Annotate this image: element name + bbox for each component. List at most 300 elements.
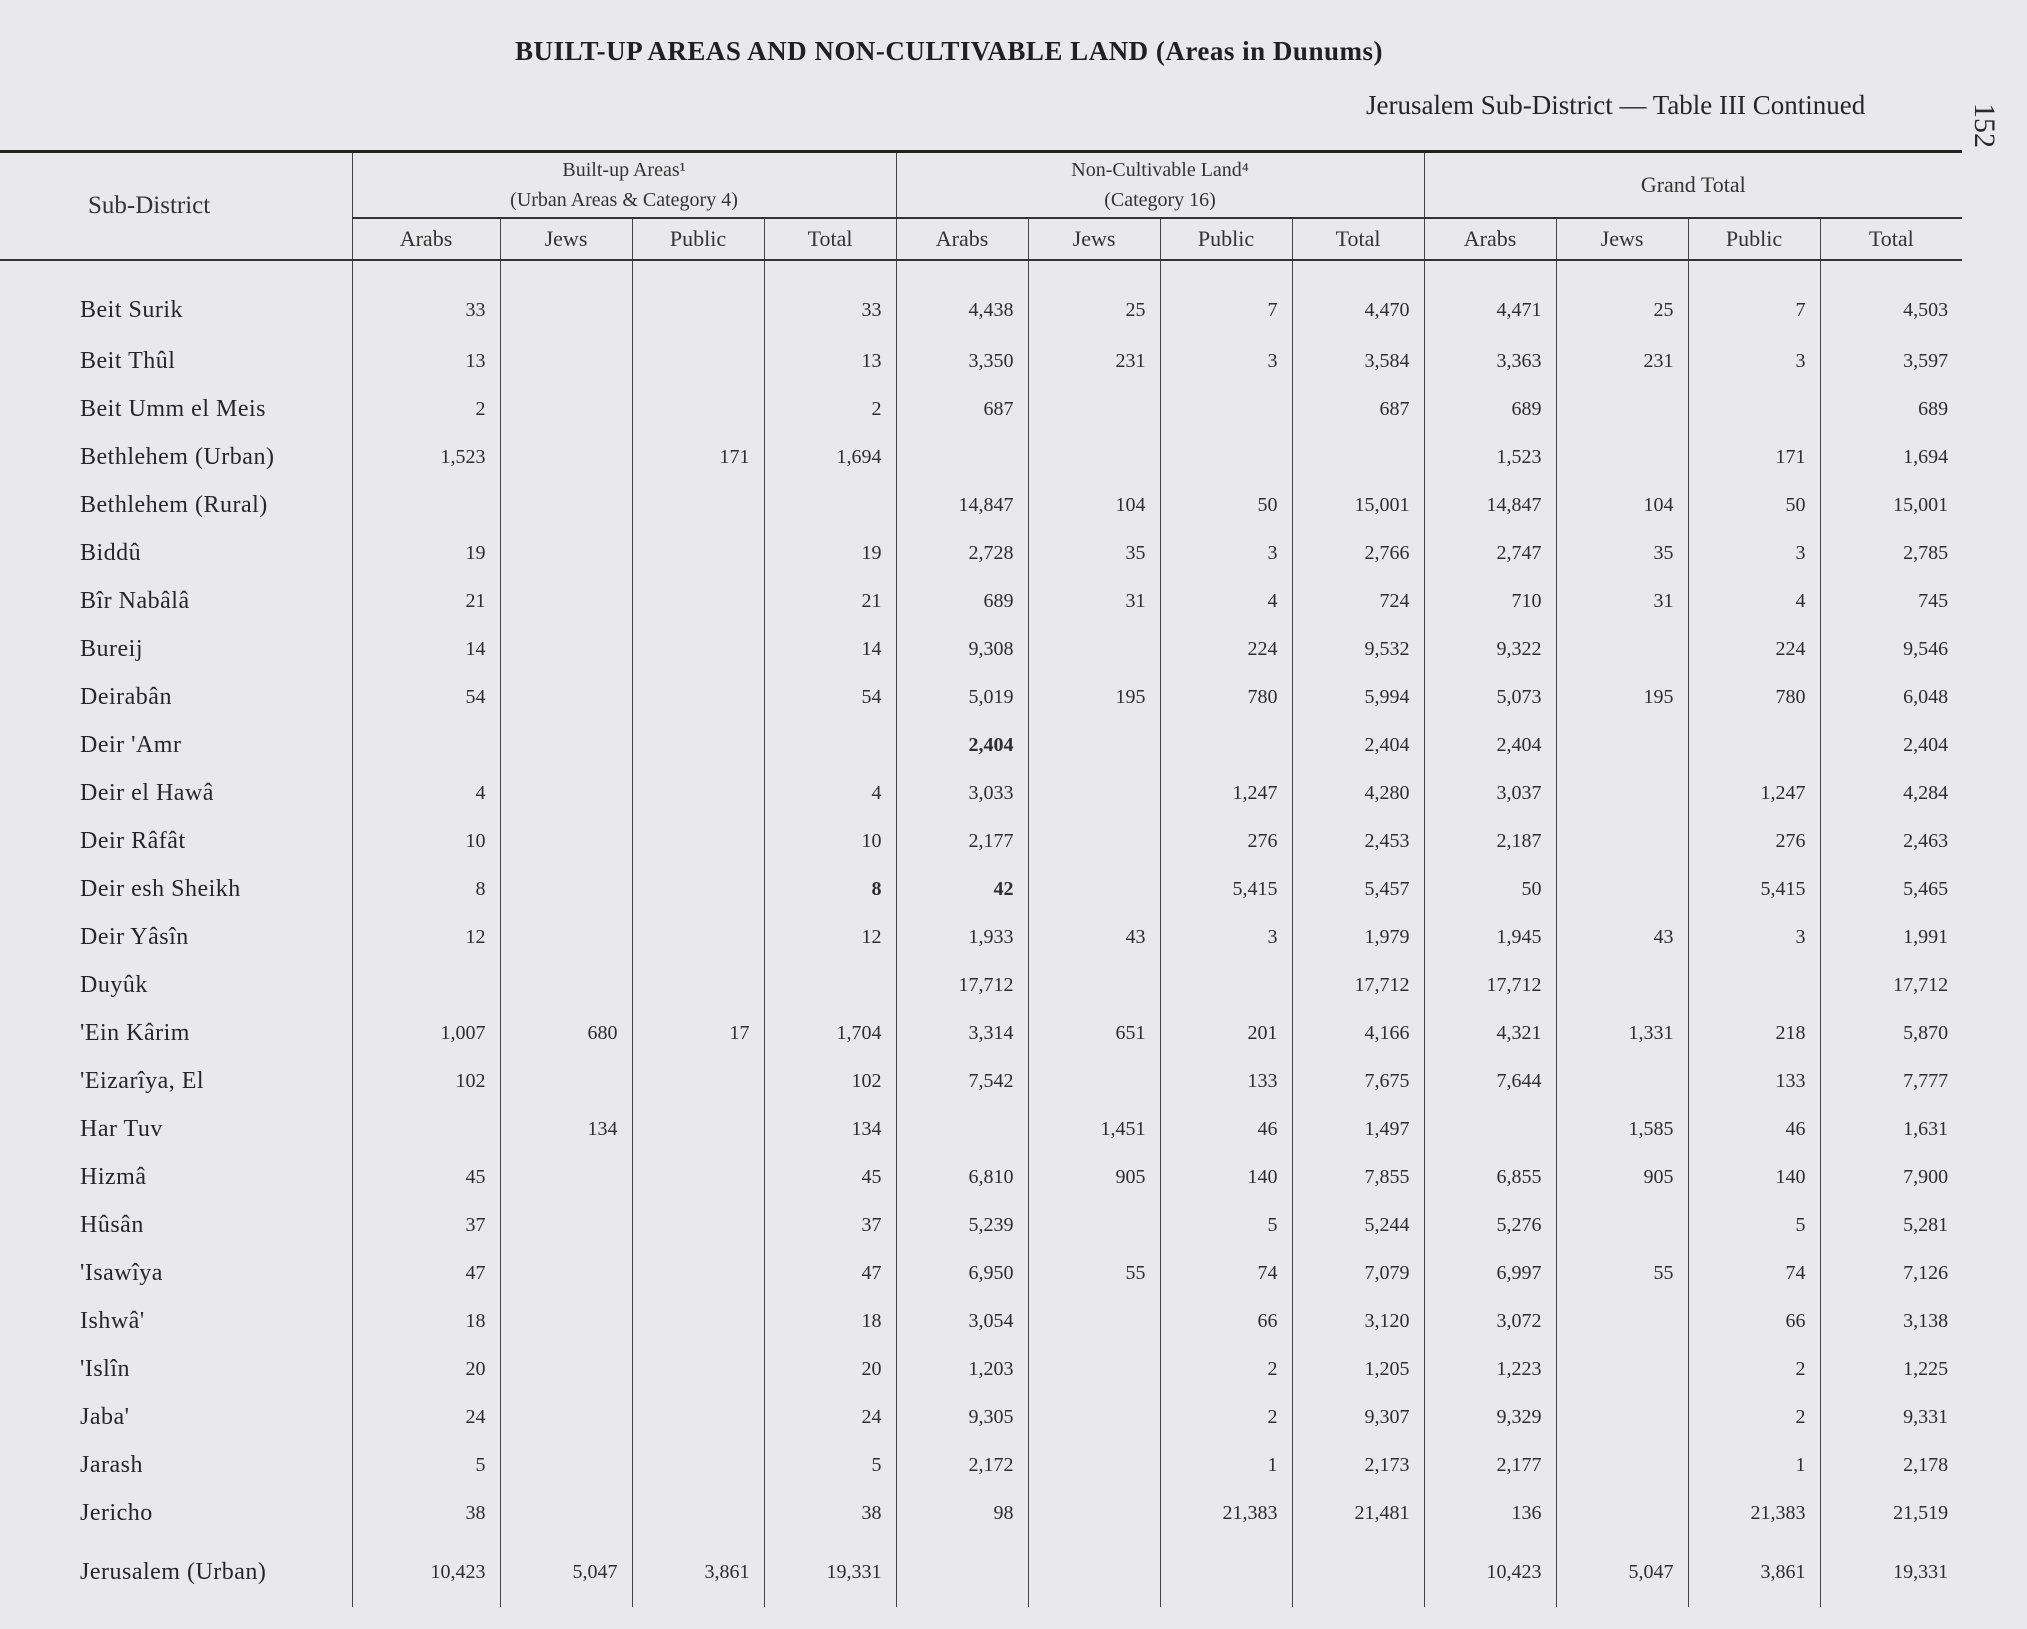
- table-cell: 4: [1688, 577, 1820, 625]
- table-cell: 24: [764, 1393, 896, 1441]
- table-row: [0, 529, 1962, 577]
- table-cell: 38: [764, 1489, 896, 1537]
- header-row-groups: [0, 152, 1962, 219]
- table-cell: 6,997: [1424, 1249, 1556, 1297]
- table-row: [0, 1105, 1962, 1153]
- table-cell: 9,546: [1820, 625, 1962, 673]
- table-cell: 33: [352, 260, 500, 337]
- table-cell: [500, 1345, 632, 1393]
- header-builtup-line1: Built-up Areas¹: [562, 159, 686, 181]
- table-cell: 2,728: [896, 529, 1028, 577]
- data-table: [0, 150, 1962, 1607]
- table-cell: 2: [1688, 1393, 1820, 1441]
- table-cell: [500, 673, 632, 721]
- table-cell: 33: [764, 260, 896, 337]
- table-cell: 7,079: [1292, 1249, 1424, 1297]
- table-cell: 98: [896, 1489, 1028, 1537]
- table-cell: [1028, 1297, 1160, 1345]
- table-cell: 3,037: [1424, 769, 1556, 817]
- table-row: [0, 577, 1962, 625]
- table-cell: 2,785: [1820, 529, 1962, 577]
- table-row: [0, 1249, 1962, 1297]
- table-cell: 15,001: [1292, 481, 1424, 529]
- table-cell: 1,585: [1556, 1105, 1688, 1153]
- table-cell: 3,584: [1292, 337, 1424, 385]
- header-builtup-areas: [352, 152, 896, 219]
- table-cell: 50: [1424, 865, 1556, 913]
- table-cell: 3,861: [1688, 1537, 1820, 1607]
- table-cell: 780: [1160, 673, 1292, 721]
- table-cell: 1,203: [896, 1345, 1028, 1393]
- table-cell: [632, 1345, 764, 1393]
- table-cell: 133: [1160, 1057, 1292, 1105]
- table-cell: 4,438: [896, 260, 1028, 337]
- table-cell: [1688, 961, 1820, 1009]
- table-cell: 5,281: [1820, 1201, 1962, 1249]
- table-row: [0, 865, 1962, 913]
- table-cell: 724: [1292, 577, 1424, 625]
- table-cell: 3: [1160, 337, 1292, 385]
- table-cell: 5,276: [1424, 1201, 1556, 1249]
- table-cell: 4: [1160, 577, 1292, 625]
- table-cell: 43: [1556, 913, 1688, 961]
- table-cell: [500, 625, 632, 673]
- table-cell: 5,415: [1688, 865, 1820, 913]
- table-cell: [1688, 721, 1820, 769]
- table-cell: 7,126: [1820, 1249, 1962, 1297]
- table-cell: 1,247: [1688, 769, 1820, 817]
- table-cell: [500, 1153, 632, 1201]
- table-cell: [632, 721, 764, 769]
- table-cell: 134: [764, 1105, 896, 1153]
- table-cell: 19: [352, 529, 500, 577]
- table-cell: [500, 1393, 632, 1441]
- table-cell: 1: [1160, 1441, 1292, 1489]
- table-cell: 45: [352, 1153, 500, 1201]
- table-cell: 7,542: [896, 1057, 1028, 1105]
- table-cell: 14,847: [896, 481, 1028, 529]
- table-cell: 905: [1556, 1153, 1688, 1201]
- table-subtitle: Jerusalem Sub-District — Table III Continued: [1366, 90, 1866, 120]
- table-title: BUILT-UP AREAS AND NON-CULTIVABLE LAND (Areas in Dunums): [515, 36, 1383, 66]
- table-cell: [1556, 865, 1688, 913]
- table-cell: 50: [1160, 481, 1292, 529]
- table-row: [0, 1009, 1962, 1057]
- table-cell: 1,225: [1820, 1345, 1962, 1393]
- table-cell: 195: [1028, 673, 1160, 721]
- table-cell: 21,383: [1688, 1489, 1820, 1537]
- table-cell: [1556, 1201, 1688, 1249]
- table-cell: 5,244: [1292, 1201, 1424, 1249]
- table-cell: 1,205: [1292, 1345, 1424, 1393]
- column-header-total: Total: [764, 218, 896, 260]
- table-cell: 31: [1028, 577, 1160, 625]
- row-name: Deir Yâsîn: [80, 923, 189, 950]
- table-cell: [1028, 1537, 1160, 1607]
- table-row: [0, 481, 1962, 529]
- table-cell: 2,747: [1424, 529, 1556, 577]
- table-cell: [500, 385, 632, 433]
- table-cell: 1,451: [1028, 1105, 1160, 1153]
- table-cell: [632, 1489, 764, 1537]
- table-cell: 4: [352, 769, 500, 817]
- table-cell: 104: [1028, 481, 1160, 529]
- table-cell: 18: [764, 1297, 896, 1345]
- table-cell: 224: [1688, 625, 1820, 673]
- table-cell: 231: [1556, 337, 1688, 385]
- table-cell: 5: [1688, 1201, 1820, 1249]
- table-cell: [632, 673, 764, 721]
- table-cell: 35: [1556, 529, 1688, 577]
- table-row: [0, 337, 1962, 385]
- table-cell: [352, 721, 500, 769]
- table-cell: 687: [896, 385, 1028, 433]
- table-cell: 171: [632, 433, 764, 481]
- table-cell: 5,870: [1820, 1009, 1962, 1057]
- table-cell: [500, 433, 632, 481]
- table-cell: 5,073: [1424, 673, 1556, 721]
- table-cell: 4,280: [1292, 769, 1424, 817]
- table-cell: [1556, 625, 1688, 673]
- row-name: Duyûk: [80, 971, 148, 998]
- table-cell: 9,331: [1820, 1393, 1962, 1441]
- table-cell: 136: [1424, 1489, 1556, 1537]
- table-row: [0, 260, 1962, 337]
- table-cell: 21,519: [1820, 1489, 1962, 1537]
- table-cell: 54: [352, 673, 500, 721]
- table-cell: 680: [500, 1009, 632, 1057]
- table-cell: 21: [352, 577, 500, 625]
- table-cell: [632, 625, 764, 673]
- table-cell: 3,363: [1424, 337, 1556, 385]
- table-row: [0, 769, 1962, 817]
- table-cell: [1556, 961, 1688, 1009]
- table-cell: 45: [764, 1153, 896, 1201]
- table-cell: 140: [1688, 1153, 1820, 1201]
- table-cell: [500, 1489, 632, 1537]
- table-cell: 13: [764, 337, 896, 385]
- row-name: Deir el Hawâ: [80, 779, 214, 806]
- table-cell: 14: [352, 625, 500, 673]
- table-cell: 5,465: [1820, 865, 1962, 913]
- table-cell: 74: [1688, 1249, 1820, 1297]
- table-cell: [632, 529, 764, 577]
- row-name: Beit Thûl: [80, 347, 176, 374]
- table-cell: 7: [1688, 260, 1820, 337]
- table-cell: 5: [352, 1441, 500, 1489]
- table-cell: 1,523: [1424, 433, 1556, 481]
- row-name: Jerusalem (Urban): [80, 1558, 267, 1585]
- table-cell: 7,644: [1424, 1057, 1556, 1105]
- table-cell: [1028, 1489, 1160, 1537]
- table-cell: 2,404: [1292, 721, 1424, 769]
- table-cell: 710: [1424, 577, 1556, 625]
- column-header-jews: Jews: [500, 218, 632, 260]
- table-cell: 1,497: [1292, 1105, 1424, 1153]
- table-cell: 9,305: [896, 1393, 1028, 1441]
- table-cell: 2,178: [1820, 1441, 1962, 1489]
- table-cell: [632, 961, 764, 1009]
- table-cell: 140: [1160, 1153, 1292, 1201]
- table-cell: 14: [764, 625, 896, 673]
- table-cell: 55: [1556, 1249, 1688, 1297]
- table-cell: 1,694: [1820, 433, 1962, 481]
- table-cell: 2,187: [1424, 817, 1556, 865]
- table-cell: [1556, 1441, 1688, 1489]
- table-cell: [632, 1057, 764, 1105]
- table-cell: [1160, 433, 1292, 481]
- table-cell: [764, 721, 896, 769]
- table-cell: 2,404: [1820, 721, 1962, 769]
- table-cell: [1556, 1489, 1688, 1537]
- table-cell: 21: [764, 577, 896, 625]
- table-row: [0, 1393, 1962, 1441]
- table-cell: 5,994: [1292, 673, 1424, 721]
- table-cell: 687: [1292, 385, 1424, 433]
- table-cell: 21,383: [1160, 1489, 1292, 1537]
- row-name: Beit Umm el Meis: [80, 395, 266, 422]
- table-cell: 1,979: [1292, 913, 1424, 961]
- header-builtup-line2: (Urban Areas & Category 4): [510, 189, 738, 211]
- header-noncult-line2: (Category 16): [1104, 189, 1216, 211]
- table-cell: 4,321: [1424, 1009, 1556, 1057]
- row-name: 'Islîn: [80, 1355, 130, 1382]
- table-cell: [500, 1201, 632, 1249]
- table-row: [0, 1153, 1962, 1201]
- table-cell: 9,329: [1424, 1393, 1556, 1441]
- table-cell: 2: [1160, 1345, 1292, 1393]
- header-noncultivable-land: [896, 152, 1424, 219]
- table-cell: 3: [1688, 913, 1820, 961]
- table-cell: [1028, 1393, 1160, 1441]
- table-cell: 14,847: [1424, 481, 1556, 529]
- row-name: Jarash: [80, 1451, 143, 1478]
- table-cell: [1556, 721, 1688, 769]
- table-cell: [1028, 721, 1160, 769]
- table-cell: 7,855: [1292, 1153, 1424, 1201]
- table-cell: [1028, 1057, 1160, 1105]
- table-cell: 37: [764, 1201, 896, 1249]
- table-cell: 54: [764, 673, 896, 721]
- table-cell: 9,322: [1424, 625, 1556, 673]
- table-cell: 3: [1688, 529, 1820, 577]
- table-cell: 1,223: [1424, 1345, 1556, 1393]
- table-cell: 2,172: [896, 1441, 1028, 1489]
- table-cell: [1556, 1393, 1688, 1441]
- table-cell: [1292, 433, 1424, 481]
- table-cell: 6,048: [1820, 673, 1962, 721]
- table-cell: 42: [896, 865, 1028, 913]
- table-row: [0, 1345, 1962, 1393]
- table-cell: 780: [1688, 673, 1820, 721]
- table-row: [0, 1297, 1962, 1345]
- table-cell: [632, 1105, 764, 1153]
- table-cell: 689: [1424, 385, 1556, 433]
- table-cell: 276: [1160, 817, 1292, 865]
- table-cell: [632, 1297, 764, 1345]
- table-cell: [764, 961, 896, 1009]
- header-noncult-line1: Non-Cultivable Land⁴: [1071, 159, 1249, 181]
- table-cell: 17,712: [1820, 961, 1962, 1009]
- table-cell: 47: [352, 1249, 500, 1297]
- table-cell: 19,331: [1820, 1537, 1962, 1607]
- table-cell: [500, 1297, 632, 1345]
- header-grand-total: Grand Total: [1424, 152, 1962, 219]
- row-name: Beit Surik: [80, 296, 184, 323]
- table-cell: 21,481: [1292, 1489, 1424, 1537]
- table-row: [0, 913, 1962, 961]
- table-cell: [632, 1393, 764, 1441]
- table-cell: 4,166: [1292, 1009, 1424, 1057]
- row-name: Bîr Nabâlâ: [80, 587, 190, 614]
- table-cell: [1160, 385, 1292, 433]
- table-cell: 5,047: [500, 1537, 632, 1607]
- table-cell: [632, 913, 764, 961]
- table-cell: [632, 865, 764, 913]
- table-row: [0, 673, 1962, 721]
- table-cell: [632, 337, 764, 385]
- table-cell: 102: [764, 1057, 896, 1105]
- table-cell: 2,404: [1424, 721, 1556, 769]
- row-name: 'Isawîya: [80, 1259, 163, 1286]
- table-cell: 3,054: [896, 1297, 1028, 1345]
- table-row: [0, 625, 1962, 673]
- table-cell: 3,072: [1424, 1297, 1556, 1345]
- table-cell: 15,001: [1820, 481, 1962, 529]
- table-cell: 17,712: [1292, 961, 1424, 1009]
- table-cell: [632, 1249, 764, 1297]
- row-name: Ishwâ': [80, 1307, 145, 1334]
- table-cell: [896, 1105, 1028, 1153]
- table-cell: 12: [352, 913, 500, 961]
- table-cell: 2: [1688, 1345, 1820, 1393]
- table-cell: [1028, 961, 1160, 1009]
- table-cell: 10: [352, 817, 500, 865]
- table-cell: [632, 577, 764, 625]
- table-cell: 20: [764, 1345, 896, 1393]
- table-cell: 5,415: [1160, 865, 1292, 913]
- table-cell: 2,177: [1424, 1441, 1556, 1489]
- table-cell: [500, 961, 632, 1009]
- table-cell: 6,950: [896, 1249, 1028, 1297]
- table-cell: 218: [1688, 1009, 1820, 1057]
- table-cell: 3,861: [632, 1537, 764, 1607]
- table-cell: 1,704: [764, 1009, 896, 1057]
- table-cell: [352, 961, 500, 1009]
- row-name: Deir Râfât: [80, 827, 186, 854]
- table-cell: [500, 577, 632, 625]
- row-name: Bethlehem (Rural): [80, 491, 268, 518]
- table-cell: 25: [1556, 260, 1688, 337]
- table-body: [0, 260, 1962, 1607]
- table-cell: 46: [1688, 1105, 1820, 1153]
- table-cell: [1556, 769, 1688, 817]
- table-cell: [500, 1441, 632, 1489]
- table-cell: [632, 817, 764, 865]
- table-cell: 18: [352, 1297, 500, 1345]
- row-name: Deirabân: [80, 683, 172, 710]
- table-cell: [1028, 1441, 1160, 1489]
- table-cell: 10,423: [1424, 1537, 1556, 1607]
- table-cell: 2,453: [1292, 817, 1424, 865]
- table-cell: 8: [352, 865, 500, 913]
- table-cell: [1556, 385, 1688, 433]
- row-name: Biddû: [80, 539, 142, 566]
- table-cell: 689: [1820, 385, 1962, 433]
- table-cell: 6,855: [1424, 1153, 1556, 1201]
- table-cell: 47: [764, 1249, 896, 1297]
- row-name: 'Eizarîya, El: [80, 1067, 205, 1094]
- table-cell: 133: [1688, 1057, 1820, 1105]
- table-cell: 1,247: [1160, 769, 1292, 817]
- table-cell: [1424, 1105, 1556, 1153]
- table-cell: 10: [764, 817, 896, 865]
- table-cell: 276: [1688, 817, 1820, 865]
- table-cell: 2,173: [1292, 1441, 1424, 1489]
- table-cell: 66: [1160, 1297, 1292, 1345]
- table-cell: [1028, 433, 1160, 481]
- table-cell: 4,284: [1820, 769, 1962, 817]
- table-cell: 9,532: [1292, 625, 1424, 673]
- column-header-total: Total: [1292, 218, 1424, 260]
- column-header-public: Public: [632, 218, 764, 260]
- table-cell: 1,933: [896, 913, 1028, 961]
- table-row: [0, 1057, 1962, 1105]
- table-cell: 5,019: [896, 673, 1028, 721]
- row-name: Hizmâ: [80, 1163, 147, 1190]
- table-cell: [632, 1201, 764, 1249]
- table-row: [0, 1489, 1962, 1537]
- table-cell: [632, 1441, 764, 1489]
- table-cell: [500, 529, 632, 577]
- row-name: Jaba': [80, 1403, 130, 1430]
- table-cell: 19: [764, 529, 896, 577]
- table-cell: [1028, 769, 1160, 817]
- table-cell: [1028, 817, 1160, 865]
- table-cell: 24: [352, 1393, 500, 1441]
- table-cell: 7,777: [1820, 1057, 1962, 1105]
- table-cell: 905: [1028, 1153, 1160, 1201]
- table-cell: 13: [352, 337, 500, 385]
- table-cell: [500, 913, 632, 961]
- table-cell: 7,675: [1292, 1057, 1424, 1105]
- table-cell: 55: [1028, 1249, 1160, 1297]
- column-header-arabs: Arabs: [352, 218, 500, 260]
- table-cell: 17,712: [896, 961, 1028, 1009]
- table-cell: [500, 1249, 632, 1297]
- row-name: Deir 'Amr: [80, 731, 182, 758]
- table-cell: [500, 721, 632, 769]
- table-cell: [352, 481, 500, 529]
- table-cell: 2,766: [1292, 529, 1424, 577]
- table-cell: 195: [1556, 673, 1688, 721]
- table-cell: 1,694: [764, 433, 896, 481]
- table-cell: 31: [1556, 577, 1688, 625]
- table-cell: [632, 769, 764, 817]
- row-name: Jericho: [80, 1499, 153, 1526]
- table-cell: 3: [1160, 913, 1292, 961]
- table-cell: [1688, 385, 1820, 433]
- table-cell: [1556, 1057, 1688, 1105]
- table-cell: 6,810: [896, 1153, 1028, 1201]
- table-cell: 2: [764, 385, 896, 433]
- table-cell: [1160, 721, 1292, 769]
- table-cell: [1028, 1345, 1160, 1393]
- table-row: [0, 721, 1962, 769]
- table-cell: 745: [1820, 577, 1962, 625]
- table-cell: 5: [1160, 1201, 1292, 1249]
- table-cell: 74: [1160, 1249, 1292, 1297]
